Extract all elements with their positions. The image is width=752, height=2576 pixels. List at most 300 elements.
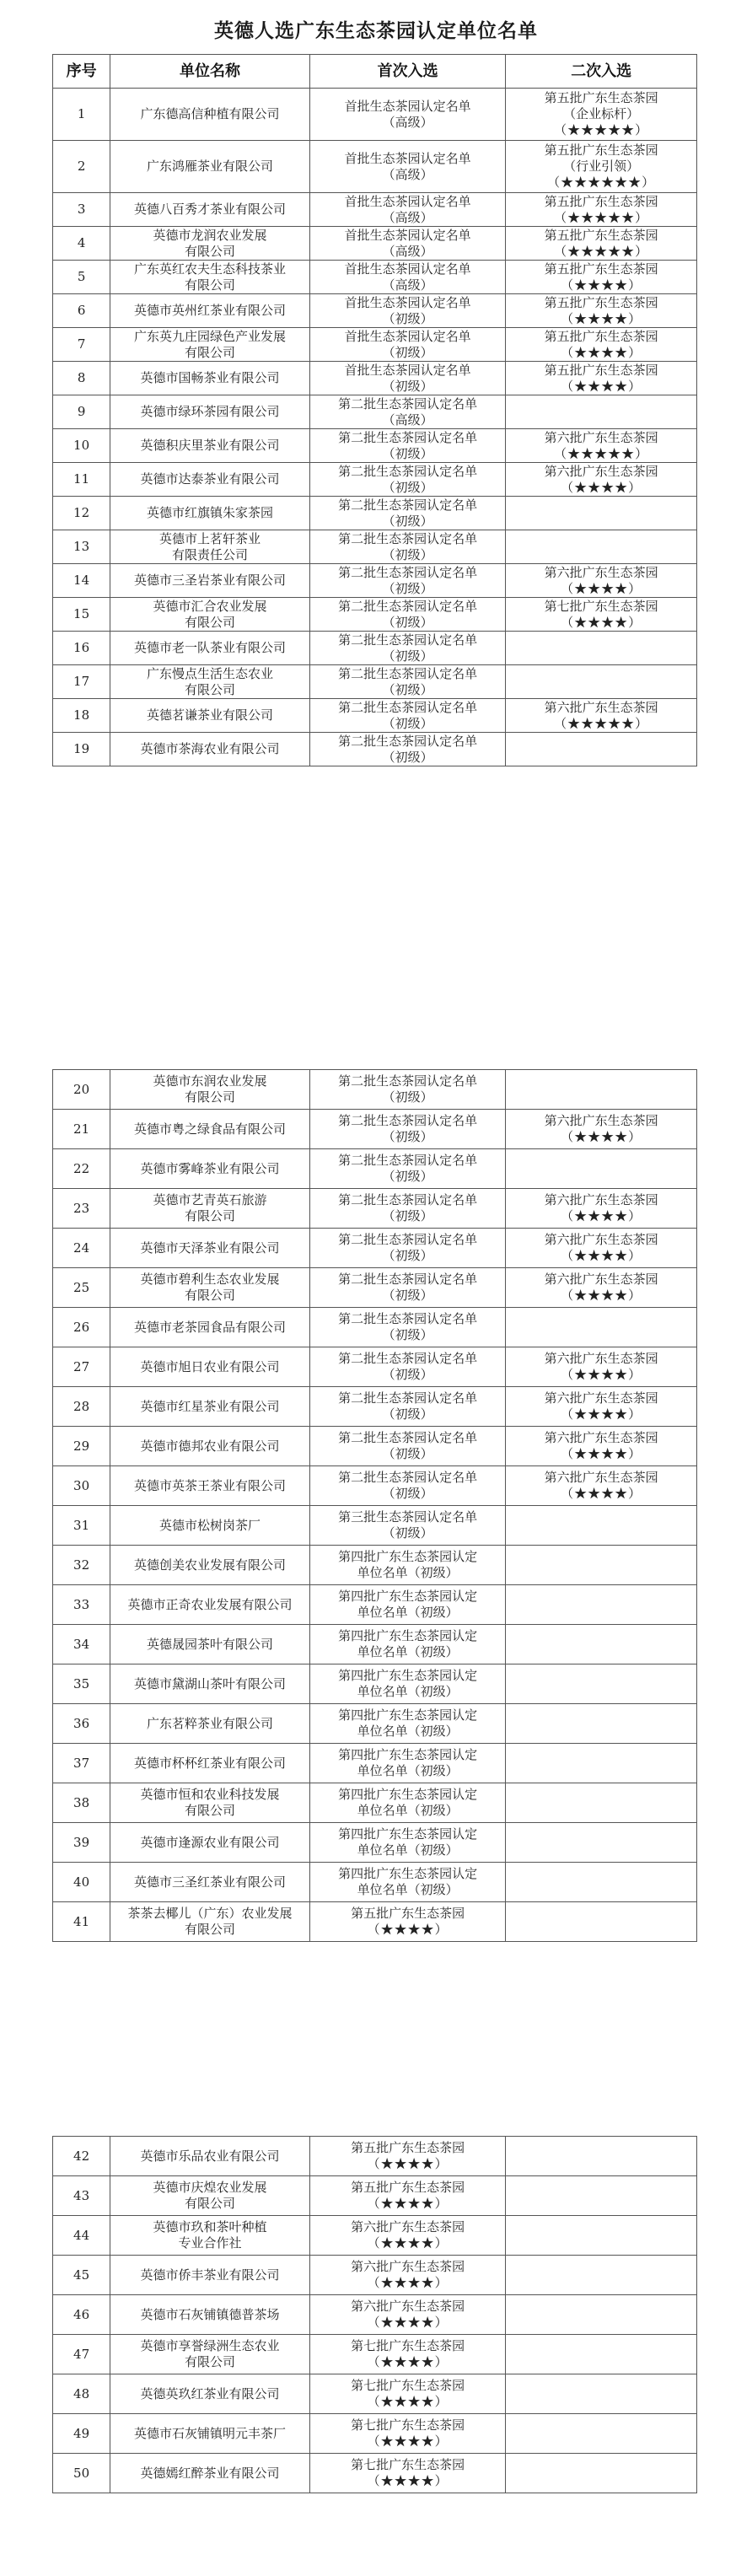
row-number: 9 — [53, 395, 110, 429]
second-selection — [506, 1229, 697, 1268]
first-selection-line: （初级） — [382, 378, 433, 394]
company-name — [110, 1902, 310, 1942]
row-number: 31 — [53, 1506, 110, 1546]
company-name-line: 英德市碧利生态农业发展 — [140, 1272, 280, 1287]
company-name-line: 英德市正奇农业发展有限公司 — [127, 1596, 293, 1612]
first-selection — [309, 2216, 506, 2256]
company-name — [110, 463, 310, 497]
row-number: 16 — [53, 632, 110, 665]
first-selection — [309, 2137, 506, 2176]
second-selection-line: （★★★★★★） — [547, 175, 656, 190]
company-name — [110, 1427, 310, 1466]
row-number: 35 — [53, 1664, 110, 1704]
first-selection-line: 单位名单（初级） — [357, 1605, 459, 1620]
company-name — [110, 328, 310, 362]
table-row — [53, 1347, 697, 1387]
first-selection — [309, 463, 506, 497]
second-selection — [506, 89, 697, 141]
company-name-line: 英德市三圣红茶业有限公司 — [133, 1874, 286, 1890]
first-selection — [309, 294, 506, 328]
table-row — [53, 2256, 697, 2295]
first-selection-line: 单位名单（初级） — [357, 1842, 459, 1858]
first-selection — [309, 328, 506, 362]
company-name-line: 英德市庆煌农业发展 — [153, 2180, 267, 2195]
second-selection-line: 第五批广东生态茶园 — [544, 193, 658, 209]
company-name — [110, 2176, 310, 2216]
company-name — [110, 2414, 310, 2454]
first-selection-line: 第六批广东生态茶园 — [351, 2299, 465, 2314]
first-selection — [309, 362, 506, 395]
table-row — [53, 1664, 697, 1704]
company-name-line: 茶茶去椰儿（广东）农业发展 — [127, 1906, 293, 1921]
second-selection — [506, 1585, 697, 1625]
first-selection — [309, 1902, 506, 1942]
row-number: 39 — [53, 1823, 110, 1863]
first-selection-line: （★★★★） — [367, 2473, 449, 2488]
company-name — [110, 2256, 310, 2295]
first-selection-line: （★★★★） — [367, 2275, 449, 2290]
second-selection-line: 第六批广东生态茶园 — [544, 1232, 658, 1247]
company-name — [110, 1625, 310, 1664]
second-selection — [506, 1546, 697, 1585]
first-selection-line: （初级） — [382, 1089, 433, 1105]
first-selection — [309, 1585, 506, 1625]
company-name — [110, 1546, 310, 1585]
first-selection — [309, 1704, 506, 1744]
first-selection-line: 首批生态茶园认定名单 — [344, 193, 471, 209]
second-selection — [506, 1664, 697, 1704]
row-number: 3 — [53, 193, 110, 227]
first-selection — [309, 1664, 506, 1704]
second-selection — [506, 632, 697, 665]
second-selection-line: （★★★★） — [561, 580, 642, 596]
first-selection — [309, 1189, 506, 1229]
table-row — [53, 2414, 697, 2454]
table-row — [53, 1546, 697, 1585]
second-selection-line: 第五批广东生态茶园 — [544, 227, 658, 243]
second-selection-line: （★★★★） — [561, 378, 642, 394]
company-name-line: 广东慢点生活生态农业 — [146, 665, 273, 681]
first-selection — [309, 429, 506, 463]
first-selection-line: 第二批生态茶园认定名单 — [338, 733, 478, 749]
first-selection-line: （★★★★） — [367, 2433, 449, 2449]
company-name-line: 有限公司 — [184, 2196, 235, 2211]
company-name-line: 英德市茶海农业有限公司 — [140, 741, 280, 756]
first-selection-line: 第二批生态茶园认定名单 — [338, 1272, 478, 1287]
company-name-line: 英德积庆里茶业有限公司 — [140, 438, 280, 453]
first-selection-line: 首批生态茶园认定名单 — [344, 328, 471, 344]
table-row — [53, 497, 697, 530]
second-selection-line: 第五批广东生态茶园 — [544, 143, 658, 158]
first-selection — [309, 1466, 506, 1506]
table-row — [53, 429, 697, 463]
company-name — [110, 1070, 310, 1110]
row-number: 18 — [53, 699, 110, 733]
table-row — [53, 2335, 697, 2374]
table-row — [53, 1704, 697, 1744]
first-selection-line: 第二批生态茶园认定名单 — [338, 598, 478, 614]
first-selection-line: （初级） — [382, 1208, 433, 1223]
row-number: 46 — [53, 2295, 110, 2335]
company-name-line: 英德市上茗轩茶业 — [158, 530, 261, 546]
second-selection — [506, 1347, 697, 1387]
row-number: 7 — [53, 328, 110, 362]
second-selection — [506, 1902, 697, 1942]
company-name-line: 英德英玖红茶业有限公司 — [140, 2385, 280, 2401]
company-name — [110, 733, 310, 766]
table-row — [53, 632, 697, 665]
second-selection — [506, 598, 697, 632]
company-name-line: 英德市逢源农业有限公司 — [140, 1834, 280, 1850]
company-name — [110, 497, 310, 530]
first-selection-line: 单位名单（初级） — [357, 1684, 459, 1699]
table-header-row — [53, 55, 697, 89]
company-name — [110, 261, 310, 294]
first-selection-line: （初级） — [382, 1525, 433, 1541]
second-selection — [506, 1268, 697, 1308]
second-selection — [506, 1744, 697, 1783]
row-number: 17 — [53, 665, 110, 699]
first-selection-line: 第三批生态茶园认定名单 — [338, 1509, 478, 1525]
first-selection-line: 第二批生态茶园认定名单 — [338, 1232, 478, 1247]
first-selection — [309, 632, 506, 665]
table-row — [53, 665, 697, 699]
first-selection — [309, 2414, 506, 2454]
first-selection-line: 首批生态茶园认定名单 — [344, 261, 471, 277]
row-number: 10 — [53, 429, 110, 463]
first-selection-line: 首批生态茶园认定名单 — [344, 294, 471, 310]
company-name-line: 广东英九庄园绿色产业发展 — [133, 328, 286, 344]
first-selection — [309, 1347, 506, 1387]
first-selection — [309, 141, 506, 193]
first-selection-line: （高级） — [382, 277, 433, 293]
first-selection — [309, 733, 506, 766]
second-selection-line: 第六批广东生态茶园 — [544, 564, 658, 580]
first-selection-line: （初级） — [382, 1327, 433, 1342]
table-row — [53, 463, 697, 497]
first-selection-line: 单位名单（初级） — [357, 1803, 459, 1818]
row-number: 25 — [53, 1268, 110, 1308]
company-name — [110, 429, 310, 463]
company-name-line: 英德市乐品农业有限公司 — [140, 2148, 280, 2164]
row-number: 33 — [53, 1585, 110, 1625]
company-name — [110, 665, 310, 699]
table-row — [53, 2454, 697, 2493]
table-row — [53, 227, 697, 261]
second-selection-line: 第六批广东生态茶园 — [544, 699, 658, 715]
row-number: 15 — [53, 598, 110, 632]
first-selection-line: 第二批生态茶园认定名单 — [338, 395, 478, 411]
second-selection — [506, 395, 697, 429]
table-row — [53, 699, 697, 733]
table-row — [53, 1506, 697, 1546]
second-selection-line: 第五批广东生态茶园 — [544, 261, 658, 277]
table-row — [53, 530, 697, 564]
first-selection-line: 第六批广东生态茶园 — [351, 2259, 465, 2274]
row-number: 41 — [53, 1902, 110, 1942]
second-selection — [506, 1387, 697, 1427]
company-name-line: 英德市国畅茶业有限公司 — [140, 370, 280, 385]
row-number: 19 — [53, 733, 110, 766]
first-selection — [309, 261, 506, 294]
first-selection-line: （初级） — [382, 1446, 433, 1461]
second-selection — [506, 1625, 697, 1664]
table-row — [53, 141, 697, 193]
second-selection-line: （★★★★） — [561, 277, 642, 293]
company-name-line: 英德市雾峰茶业有限公司 — [140, 1160, 280, 1176]
second-selection-line: 第六批广东生态茶园 — [544, 429, 658, 445]
first-selection-line: （初级） — [382, 513, 433, 529]
first-selection-line: （★★★★） — [367, 2156, 449, 2171]
first-selection-line: （初级） — [382, 1129, 433, 1144]
first-selection — [309, 699, 506, 733]
second-selection-line: （★★★★） — [561, 479, 642, 495]
company-name-line: 广东鸿雁茶业有限公司 — [146, 159, 273, 174]
company-name-line: 英德市达泰茶业有限公司 — [140, 471, 280, 487]
table-row — [53, 89, 697, 141]
company-name — [110, 1704, 310, 1744]
company-name — [110, 2216, 310, 2256]
table-row — [53, 1466, 697, 1506]
company-name — [110, 395, 310, 429]
first-selection-line: 第四批广东生态茶园认定 — [338, 1589, 478, 1604]
row-number: 43 — [53, 2176, 110, 2216]
first-selection-line: （初级） — [382, 1406, 433, 1422]
row-number: 49 — [53, 2414, 110, 2454]
first-selection — [309, 2374, 506, 2414]
first-selection — [309, 1387, 506, 1427]
company-name-line: 英德市绿环茶园有限公司 — [140, 404, 280, 419]
second-selection — [506, 2256, 697, 2295]
company-name-line: 英德市龙润农业发展 — [153, 227, 267, 243]
company-name — [110, 1664, 310, 1704]
first-selection-line: 第五批广东生态茶园 — [351, 1906, 465, 1921]
row-number: 12 — [53, 497, 110, 530]
first-selection-line: 第四批广东生态茶园认定 — [338, 1628, 478, 1643]
company-name-line: 英德市粤之绿食品有限公司 — [133, 1121, 286, 1137]
second-selection — [506, 2176, 697, 2216]
first-selection-line: （高级） — [382, 243, 433, 259]
first-selection-line: 第四批广东生态茶园认定 — [338, 1866, 478, 1881]
first-selection — [309, 1110, 506, 1149]
company-name-line: 英德嫣红醉茶业有限公司 — [140, 2465, 280, 2481]
second-selection — [506, 1070, 697, 1110]
company-name-line: 英德市享誉绿洲生态农业 — [140, 2338, 280, 2353]
table-row — [53, 1070, 697, 1110]
first-selection — [309, 1308, 506, 1347]
first-selection-line: 第六批广东生态茶园 — [351, 2219, 465, 2235]
first-selection-line: （初级） — [382, 580, 433, 596]
first-selection — [309, 2454, 506, 2493]
company-name-line: 有限公司 — [184, 1089, 235, 1105]
company-name-line: 英德八百秀才茶业有限公司 — [133, 202, 286, 217]
first-selection-line: （★★★★） — [367, 2196, 449, 2211]
row-number: 5 — [53, 261, 110, 294]
row-number: 6 — [53, 294, 110, 328]
second-selection — [506, 699, 697, 733]
company-name-line: 有限公司 — [184, 1208, 235, 1223]
company-name-line: 英德市老茶园食品有限公司 — [133, 1319, 286, 1335]
second-selection — [506, 1427, 697, 1466]
company-name — [110, 1347, 310, 1387]
table-row — [53, 261, 697, 294]
second-selection — [506, 1863, 697, 1902]
second-selection-line: （★★★★） — [561, 1208, 642, 1223]
company-name — [110, 1110, 310, 1149]
second-selection-line: 第五批广东生态茶园 — [544, 328, 658, 344]
first-selection-line: （高级） — [382, 209, 433, 225]
first-selection-line: 第五批广东生态茶园 — [351, 2180, 465, 2195]
company-name-line: 广东英红农夫生态科技茶业 — [133, 261, 286, 277]
first-selection-line: 单位名单（初级） — [357, 1882, 459, 1897]
row-number: 2 — [53, 141, 110, 193]
second-selection — [506, 328, 697, 362]
second-selection — [506, 463, 697, 497]
second-selection — [506, 227, 697, 261]
row-number: 21 — [53, 1110, 110, 1149]
second-selection — [506, 1704, 697, 1744]
second-selection — [506, 1189, 697, 1229]
first-selection-line: 第二批生态茶园认定名单 — [338, 1311, 478, 1326]
second-selection — [506, 733, 697, 766]
table-row — [53, 2374, 697, 2414]
first-selection — [309, 1070, 506, 1110]
second-selection — [506, 1110, 697, 1149]
first-selection-line: （初级） — [382, 344, 433, 360]
table-row — [53, 1744, 697, 1783]
table-row — [53, 193, 697, 227]
company-name — [110, 564, 310, 598]
second-selection — [506, 2335, 697, 2374]
second-selection-line: （企业标杆） — [563, 106, 640, 121]
company-name — [110, 1506, 310, 1546]
first-selection — [309, 1427, 506, 1466]
second-selection-line: 第六批广东生态茶园 — [544, 1272, 658, 1287]
table-row — [53, 395, 697, 429]
row-number: 34 — [53, 1625, 110, 1664]
company-name-line: 有限公司 — [184, 1922, 235, 1937]
first-selection-line: 第二批生态茶园认定名单 — [338, 1390, 478, 1406]
second-selection — [506, 362, 697, 395]
company-name-line: 有限公司 — [184, 344, 235, 360]
first-selection-line: 单位名单（初级） — [357, 1565, 459, 1580]
company-name-line: 英德晟园茶叶有限公司 — [146, 1636, 273, 1652]
company-name-line: 英德市红旗镇朱家茶园 — [146, 505, 273, 520]
second-selection — [506, 1506, 697, 1546]
company-name — [110, 141, 310, 193]
header-second: 二次入选 — [506, 55, 697, 89]
first-selection — [309, 497, 506, 530]
second-selection — [506, 2414, 697, 2454]
first-selection-line: 第二批生态茶园认定名单 — [338, 1113, 478, 1128]
second-selection-line: 第五批广东生态茶园 — [544, 294, 658, 310]
second-selection-line: （行业引领） — [563, 159, 640, 174]
second-selection — [506, 530, 697, 564]
second-selection — [506, 1823, 697, 1863]
second-selection — [506, 665, 697, 699]
first-selection — [309, 2295, 506, 2335]
row-number: 29 — [53, 1427, 110, 1466]
table-row — [53, 733, 697, 766]
company-name-line: 英德创美农业发展有限公司 — [133, 1557, 286, 1573]
first-selection-line: （初级） — [382, 749, 433, 765]
header-name: 单位名称 — [110, 55, 310, 89]
first-selection-line: 第二批生态茶园认定名单 — [338, 429, 478, 445]
first-selection-line: 第二批生态茶园认定名单 — [338, 497, 478, 513]
first-selection-line: （初级） — [382, 1288, 433, 1303]
company-name-line: 英德市玖和茶叶种植 — [153, 2219, 267, 2235]
second-selection — [506, 1466, 697, 1506]
first-selection-line: 第七批广东生态茶园 — [351, 2338, 465, 2353]
row-number: 42 — [53, 2137, 110, 2176]
company-name — [110, 89, 310, 141]
row-number: 44 — [53, 2216, 110, 2256]
row-number: 27 — [53, 1347, 110, 1387]
company-name — [110, 1149, 310, 1189]
first-selection — [309, 1863, 506, 1902]
table-row — [53, 362, 697, 395]
company-name — [110, 1308, 310, 1347]
second-selection-line: 第五批广东生态茶园 — [544, 362, 658, 378]
first-selection-line: （初级） — [382, 479, 433, 495]
second-selection-line: （★★★★） — [561, 1446, 642, 1461]
first-selection-line: 第四批广东生态茶园认定 — [338, 1707, 478, 1723]
first-selection-line: 第二批生态茶园认定名单 — [338, 632, 478, 648]
table-row — [53, 2176, 697, 2216]
company-name-line: 有限责任公司 — [171, 546, 248, 562]
company-name-line: 英德市艺青英石旅游 — [153, 1192, 267, 1207]
company-name-line: 英德市黛湖山茶叶有限公司 — [133, 1675, 286, 1691]
row-number: 37 — [53, 1744, 110, 1783]
first-selection-line: （★★★★） — [367, 1922, 449, 1937]
second-selection — [506, 1308, 697, 1347]
company-name-line: 英德市松树岗茶厂 — [158, 1517, 261, 1533]
first-selection-line: 首批生态茶园认定名单 — [344, 227, 471, 243]
first-selection-line: （初级） — [382, 445, 433, 461]
row-number: 20 — [53, 1070, 110, 1110]
row-number: 11 — [53, 463, 110, 497]
table-part-1 — [52, 54, 697, 766]
table-row — [53, 1149, 697, 1189]
second-selection — [506, 1783, 697, 1823]
first-selection-line: 第二批生态茶园认定名单 — [338, 1470, 478, 1485]
header-no: 序号 — [53, 55, 110, 89]
first-selection-line: 第二批生态茶园认定名单 — [338, 1073, 478, 1089]
company-name — [110, 632, 310, 665]
second-selection-line: （★★★★★） — [554, 209, 649, 225]
second-selection-line: （★★★★） — [561, 310, 642, 326]
second-selection-line: （★★★★） — [561, 1248, 642, 1263]
company-name — [110, 2454, 310, 2493]
first-selection-line: 首批生态茶园认定名单 — [344, 150, 471, 166]
company-name — [110, 227, 310, 261]
company-name-line: 有限公司 — [184, 1803, 235, 1818]
first-selection — [309, 395, 506, 429]
second-selection-line: 第六批广东生态茶园 — [544, 1192, 658, 1207]
table-row — [53, 1387, 697, 1427]
first-selection — [309, 1625, 506, 1664]
table-row — [53, 1189, 697, 1229]
first-selection — [309, 2256, 506, 2295]
row-number: 22 — [53, 1149, 110, 1189]
company-name-line: 英德市旭日农业有限公司 — [140, 1358, 280, 1374]
table-part-3 — [52, 2136, 697, 2493]
company-name-line: 英德市红星茶业有限公司 — [140, 1398, 280, 1414]
company-name — [110, 598, 310, 632]
first-selection-line: 第七批广东生态茶园 — [351, 2378, 465, 2393]
company-name — [110, 1783, 310, 1823]
first-selection — [309, 530, 506, 564]
